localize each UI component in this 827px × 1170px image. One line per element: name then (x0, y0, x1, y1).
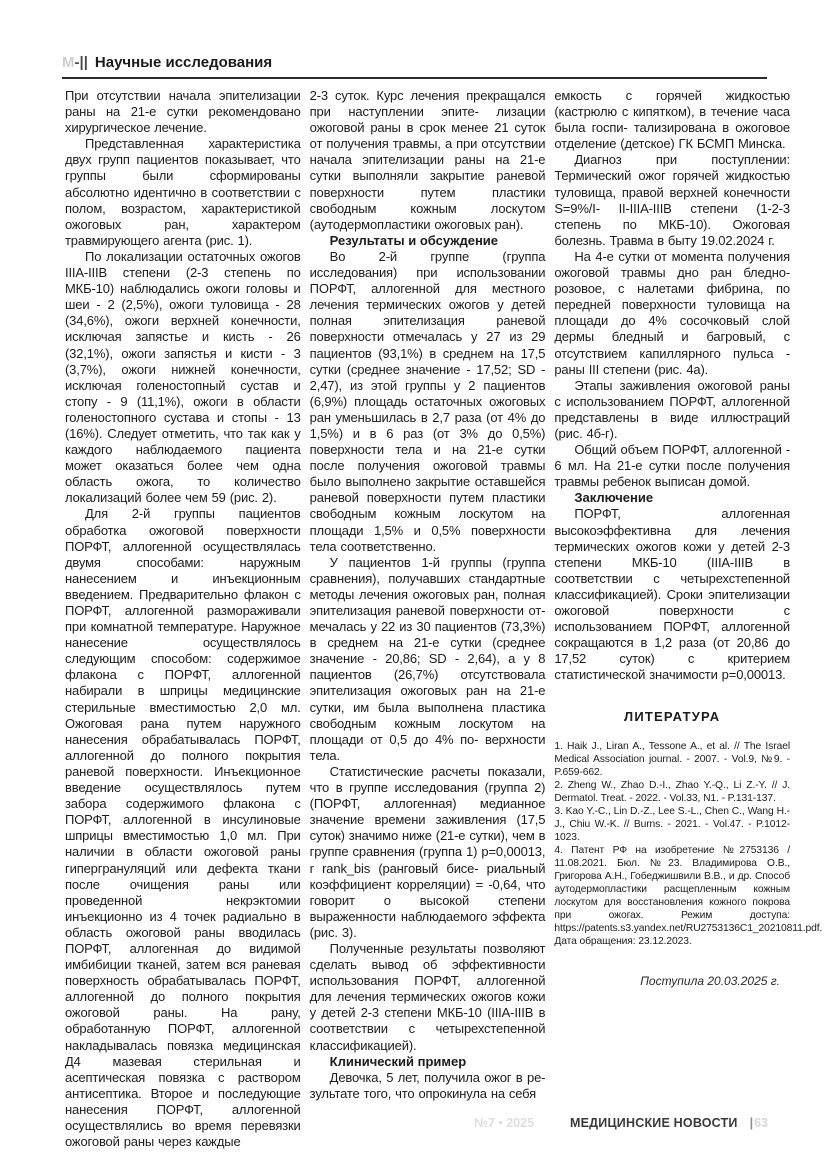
subheading-clinical-example: Клинический пример (329, 1053, 467, 1069)
page-footer (474, 1116, 768, 1130)
reference-item: 3. Kao Y.-C., Lin D.-Z., Lee S.-L., Chen C., Wang H.-J., Chiu W.-K. // Burns. - 2021. - Vol.47. - P.1012-1023. (554, 806, 791, 844)
column-3 (554, 88, 823, 1090)
literature-heading: ЛИТЕРАТУРА (624, 709, 721, 725)
paragraph: При отсутствии начала эпителизации раны на 21-е сутки рекомендовано хирургическое лечение. (65, 88, 301, 136)
page-header (62, 54, 767, 79)
paragraph: Полученные результаты позволяют сделать вывод об эффективности использования ПОРФТ, аллогенной для лечения термических ожогов кожи у детей 2-3 степени МКБ-10 (IIIA-IIIB в соответствии с четырехстепенной классификацией). (309, 940, 546, 1053)
column-2 (309, 88, 546, 1101)
paragraph: У пациентов 1-й группы (группа сравнения), получавших стандартные методы лечения ожоговых ран, полная эпителизация раневой поверхности от- мечалась у 22 из 30 пациентов (73,3%) в среднем на 21-е сутки (среднее значение - 20,86; SD - 2,64), а у 8 пациентов (26,7%) отсутствовала эпителизация ожоговых ран на 21-е сутки, им была выполнена пластика свободным кожным лоскутом на площади от 0,5 до 4% по- верхности тела. (309, 554, 546, 763)
header-divider (62, 77, 767, 79)
page-number: 63 (754, 1116, 768, 1130)
journal-name: МЕДИЦИНСКИЕ НОВОСТИ (570, 1116, 738, 1130)
journal-logo-icon (62, 54, 88, 71)
paragraph: емкость с горячей жидкостью (кастрюлю с кипятком), в течение часа была госпи- тализирована в ожоговое отделение (детское) ГК БСМП Минска. (554, 88, 791, 152)
subheading-conclusion: Заключение (574, 490, 654, 506)
paragraph: Представленная характеристика двух групп пациентов показывает, что группы были сформированы абсолютно идентично в соответствии с полом, возрастом, характеристикой ожоговых ран, характером травмирующего агента (рис. 1). (65, 136, 301, 248)
header-row (62, 54, 767, 71)
paragraph: По локализации остаточных ожогов IIIA-IIIB степени (2-3 степень по МКБ-10) наблюдались ожоги головы и шеи - 2 (2,5%), ожоги туловища - 28 (34,6%), ожоги верхней конечности, исключая запястье и кисть - 26 (32,1%), ожоги запястья и кисти - 3 (3,7%), ожоги нижней конечности, исключая голеностопный сустав и стопу - 9 (11,1%), ожоги в области голеностопного сустава и стопы - 13 (16%). Следует отметить, что так как у каждого наблюдаемого пациента может оказаться более чем одна область ожога, то количество локализаций более чем 59 (рис. 2). (65, 248, 301, 506)
paragraph: Во 2-й группе (группа исследования) при использовании ПОРФТ, аллогенной для местного лечения термических ожогов у детей полная эпителизация раневой поверхности отмечалась у 27 из 29 пациентов (93,1%) в среднем на 17,5 сутки (среднее значение - 17,52; SD - 2,47), из этой группы у 2 пациентов (6,9%) площадь остаточных ожоговых ран уменьшилась в 2,7 раза (от 4% до 1,5%) и в 6 раз (от 3% до 0,5%) поверхности тела и на 21-е сутки после получения ожоговой травмы было выполнено закрытие оставшейся раневой поверхности путем пластики свободным кожным лоскутом на площади 1,5% и 0,5% поверхности тела соответственно. (309, 248, 546, 554)
column-1 (65, 88, 301, 1150)
reference-item: 1. Haik J., Liran A., Tessone A., et al. // The Israel Medical Association journal. - 2007. - Vol.9, №9. - P.659-662. (554, 741, 791, 779)
paragraph: Этапы заживления ожоговой раны с использованием ПОРФТ, аллогенной представлены в виде иллюстраций (рис. 4б-г). (554, 377, 791, 441)
footer-separator: | (749, 1116, 754, 1130)
reference-item: 4. Патент РФ на изобретение №2753136 / 11.08.2021. Бюл. №23. Владимирова О.В., Григорова А.Н., Гобеджишвили В.В., и др. Способ аутодермопластики расщепленным кожным лоскутом для восстановления кожного покрова при ожогах. Режим доступа: https://patents.s3.yandex.net/RU2753136C1_20210811.pdf. Дата обращения: 23.12.2023. (554, 845, 823, 948)
paragraph: Для 2-й группы пациентов обработка ожоговой поверхности ПОРФТ, аллогенной осуществлялась двумя способами: наружным нанесением и инъекционным введением. Предварительно флакон с ПОРФТ, аллогенной размораживали при комнатной температуре. Наружное нанесение осуществлялось следующим способом: содержимое флакона с ПОРФТ, аллогенной набирали в шприцы медицинские стерильные вместимостью 2,0 мл. Ожоговая рана путем наружного нанесения обрабатывалась ПОРФТ, аллогенной до полного покрытия раневой поверхности. Инъекционное введение осуществлялось путем забора содержимого флакона с ПОРФТ, аллогенной в инсулиновые шприцы вместимостью 1,0 мл. При наличии в области ожоговой раны гипергрануляций или дефекта ткани после очищения раны или проведенной некрэктомии инъекционно из 4 точек радиально в область ожоговой раны вводилась ПОРФТ, аллогенная до видимой имбибиции тканей, затем вся раневая поверхность обрабатывалась ПОРФТ, аллогенной до полного покрытия ожоговой раны. На рану, обработанную ПОРФТ, аллогенной накладывалась повязка медицинская Д4 мазевая стерильная и асептическая повязка с раствором антисептика. Второе и последующие нанесения ПОРФТ, аллогенной осуществлялись во время перевязки ожоговой раны через каждые (65, 506, 301, 1150)
paragraph: Статистические расчеты показали, что в группе исследования (группа 2) (ПОРФТ, аллогенная) медианное значение времени заживления (17,5 суток) значимо ниже (21-е сутки), чем в группе сравнения (группа 1) p=0,00013, r rank_bis (ранговый бисе- риальный коэффициент корреляции) = -0,64, что говорит о высокой степени выраженности наблюдаемого эффекта (рис. 3). (309, 763, 546, 940)
paragraph: Общий объем ПОРФТ, аллогенной - 6 мл. На 21-е сутки после получения травмы ребенок выписан домой. (554, 442, 791, 490)
paragraph: 2-3 суток. Курс лечения прекращался при наступлении эпите- лизации ожоговой раны в срок менее 21 суток от получения травмы, а при отсутствии начала эпителизации раны на 21-е сутки выполняли закрытие раневой поверхности путем пластики свободным кожным лоскутом (аутодермопластики ожоговых ран). (309, 88, 546, 232)
reference-item: 2. Zheng W., Zhao D.-I., Zhao Y.-Q., Li Z.-Y. // J. Dermatol. Treat. - 2022. - Vol.33, N1. - P.131-137. (554, 780, 791, 805)
section-title: Научные исследования (94, 54, 273, 71)
subheading-results: Результаты и обсуждение (329, 232, 499, 248)
paragraph: Диагноз при поступлении: Термический ожог горячей жидкостью туловища, правой верхней конечности S=9%/I- II-IIIA-IIIB степени (1-2-3 степень по МКБ-10). Ожоговая болезнь. Травма в быту 19.02.2024 г. (554, 152, 791, 248)
logo-bars: -|| (74, 54, 88, 71)
issue-label: №7 • 2025 (474, 1116, 535, 1130)
received-date: Поступила 20.03.2025 г. (640, 974, 781, 989)
paragraph: Девочка, 5 лет, получила ожог в ре- зультате того, что опрокинула на себя (309, 1069, 546, 1101)
paragraph: На 4-е сутки от момента получения ожоговой травмы дно ран бледно-розовое, с налетами фибрина, по передней поверхности туловища на площади до 4% сосочковый слой дермы бледный и багровый, с отсутствием капиллярного пульса - раны III степени (рис. 4а). (554, 248, 791, 377)
paragraph: ПОРФТ, аллогенная высокоэффективна для лечения термических ожогов кожи у детей 2-3 степени МКБ-10 (IIIA-IIIB в соответствии с четырехстепенной классификацией). Сроки эпителизации ожоговой поверхности с использованием ПОРФТ, аллогенной сокращаются в 1,2 раза (от 20,86 до 17,52 суток) с критерием статистической значимости p=0,00013. (554, 506, 791, 683)
logo-letter: М (62, 54, 75, 71)
